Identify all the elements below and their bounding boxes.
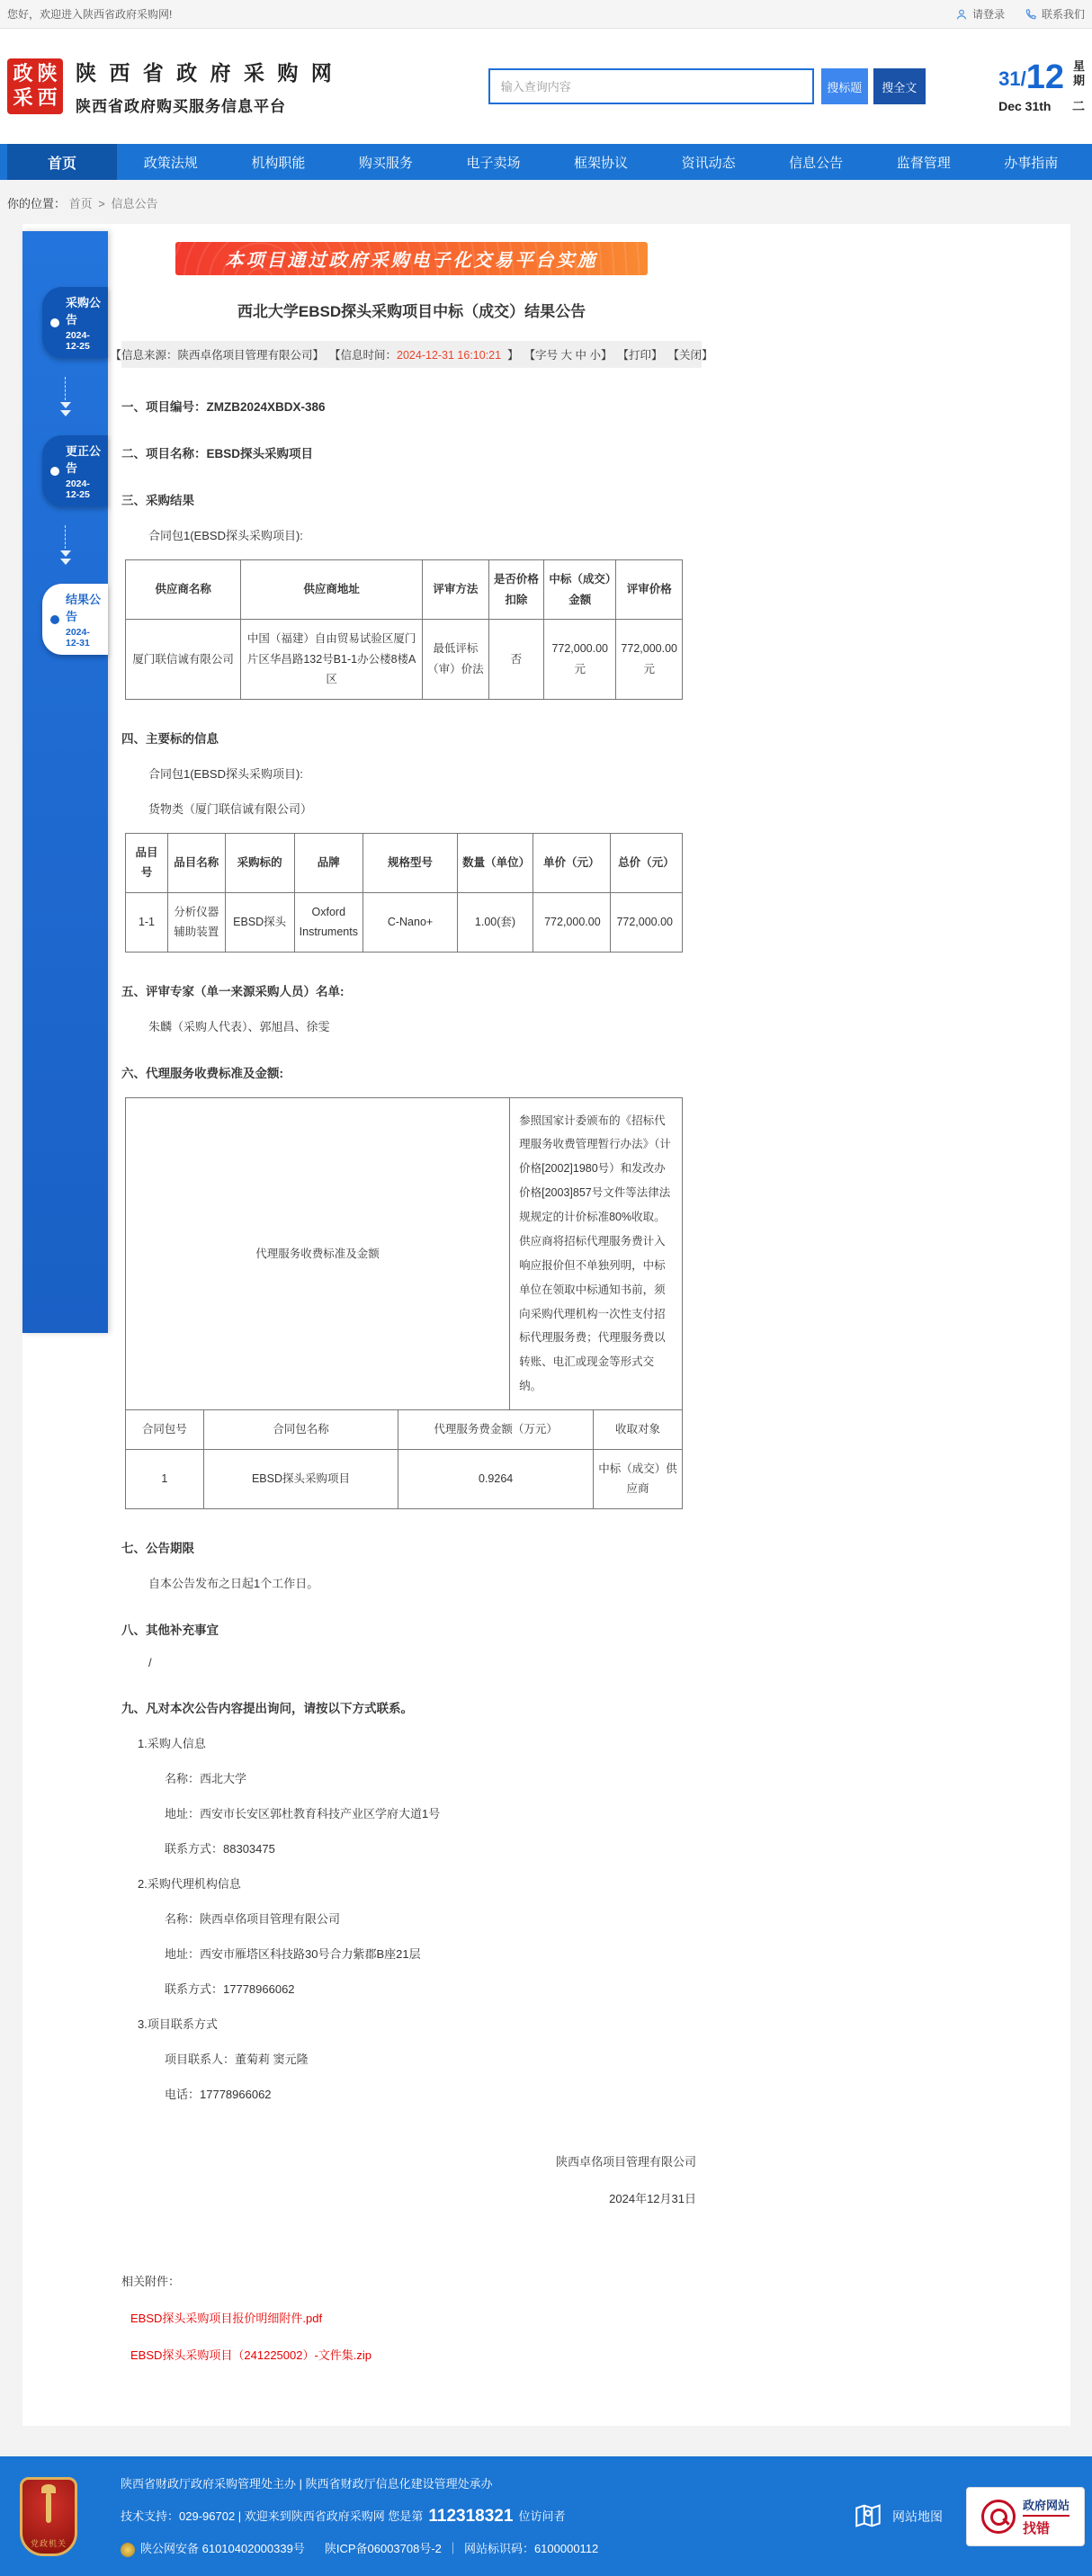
weekday: 二 [1072,99,1085,113]
period-text: 自本公告发布之日起1个工作日。 [148,1576,319,1590]
date-widget: 31 / 12 星 期 Dec 31th 二 [998,58,1085,113]
section-project-number: 一、项目编号：ZMZB2024XBDX-386 [121,400,326,414]
public-security-badge-icon [121,2543,135,2557]
purchaser-info-title: 1.采购人信息 [138,1736,206,1750]
topbar [0,0,1092,29]
visitor-count: 112318321 [428,2506,514,2526]
party-government-emblem-icon: 党政机关 [20,2477,77,2556]
experts-names: 朱麟（采购人代表）、郭旭昌、徐雯 [148,1019,330,1033]
breadcrumb: 你的位置： 首页 > 信息公告 [7,197,158,210]
date-english: Dec 31th [998,99,1052,113]
footer-beian-line: 陕公网安备 61010402000339号 陕ICP备06003708号-2 ｜ 网站标识码：6100000112 [121,2541,598,2557]
result-package-label: 合同包1(EBSD探头采购项目): [148,529,303,542]
icp-beian-link[interactable]: 陕ICP备06003708号-2 [324,2542,442,2556]
welcome-text: 您好，欢迎进入陕西省政府采购网! [7,8,173,21]
gov-site-error-report-widget[interactable]: 政府网站 找错 [966,2487,1085,2546]
result-table: 供应商名称 供应商地址 评审方法 是否价格扣除 中标（成交）金额 评审价格 厦门联信诚有限公司 中国（福建）自由贸易试验区厦门片区华昌路132号B1-1办公楼8楼A区 最低评标（审）价法 否 772,000.00元 772,000.00元 [125,559,683,700]
main-nav [0,144,1092,180]
meta-time: 【信息时间：2024-12-31 16:10:21 】 [329,349,519,362]
nav-functions[interactable]: 机构职能 [251,155,306,171]
section-other-heading: 八、其他补充事宜 [121,1623,219,1637]
search-title-button[interactable]: 搜标题 [821,68,868,104]
login-link[interactable]: 请登录 [955,6,1005,22]
signature-date: 2024年12月31日 [609,2192,696,2206]
project-contact-title: 3.项目联系方式 [138,2017,218,2031]
signature-company: 陕西卓佲项目管理有限公司 [555,2154,696,2169]
section-contact-heading: 九、凡对本次公告内容提出询问，请按以下方式联系。 [121,1701,413,1715]
section-experts-heading: 五、评审专家（单一来源采购人员）名单: [121,984,345,998]
items-package-label: 合同包1(EBSD探头采购项目): [148,766,303,781]
breadcrumb-current-link[interactable]: 信息公告 [111,197,158,210]
site-header [0,29,1092,144]
meta-source: 【信息来源：陕西卓佲项目管理有限公司】 [110,349,324,362]
nav-supervision[interactable]: 监督管理 [896,155,951,171]
article-meta-bar [110,341,713,368]
items-category-label: 货物类（厦门联信诚有限公司） [148,801,313,816]
agency-fee-label: 代理服务收费标准及金额 [126,1097,510,1410]
phone-icon [1025,8,1037,21]
site-title: 陕 西 省 政 府 采 购 网 [76,61,336,85]
nav-announcements[interactable]: 信息公告 [789,155,844,171]
section-project-name: 二、项目名称：EBSD探头采购项目 [121,447,314,461]
magnifier-icon [981,2500,1016,2534]
section-agency-fee-heading: 六、代理服务收费标准及金额: [121,1066,283,1080]
user-icon [955,8,968,21]
site-subtitle: 陕西省政府购买服务信息平台 [76,98,286,115]
attachments-section [121,2272,702,2363]
sitemap-link[interactable]: 网站地图 [853,2500,943,2534]
agency-fee-desc-table [125,1097,683,1411]
search-fulltext-button[interactable]: 搜全文 [873,68,926,104]
section-result-heading: 三、采购结果 [121,494,194,507]
timeline-arrow-icon [22,506,108,584]
agency-fee-table: 合同包号 合同包名称 代理服务费金额（万元） 收取对象 1 EBSD探头采购项目 0.9264 中标（成交）供应商 [125,1409,683,1509]
breadcrumb-home-link[interactable]: 首页 [68,197,93,210]
nav-guide[interactable]: 办事指南 [1004,155,1059,171]
timeline-arrow-icon [22,358,108,435]
nav-e-market[interactable]: 电子卖场 [466,155,521,171]
nav-purchase-services[interactable]: 购买服务 [358,155,413,171]
print-button[interactable]: 【打印】 [617,349,663,362]
e-platform-banner: 本项目通过政府采购电子化交易平台实施 [175,242,648,275]
nav-framework[interactable]: 框架协议 [574,155,629,171]
section-items-heading: 四、主要标的信息 [121,731,219,746]
article-title: 西北大学EBSD探头采购项目中标（成交）结果公告 [237,303,586,320]
other-text: / [148,1655,152,1669]
section-period-heading: 七、公告期限 [121,1541,194,1555]
items-table: 品目号 品目名称 采购标的 品牌 规格型号 数量（单位） 单价（元） 总价（元） 1-1 分析仪器辅助装置 EBSD探头 Oxford Instruments C-Nano+ 1.00(套) 772,000.00 772,000.00 [125,833,683,953]
footer-organizer-line: 陕西省财政厅政府采购管理处主办 | 陕西省财政厅信息化建设管理处承办 [121,2476,493,2491]
agency-address: 地址：西安市雁塔区科技路30号合力紫郡B座21层 [165,1946,421,1961]
purchaser-address: 地址：西安市长安区郭杜教育科技产业区学府大道1号 [165,1806,441,1820]
agency-info-title: 2.采购代理机构信息 [138,1876,241,1891]
main-content-card [22,224,1070,2426]
timeline-step-result-notice[interactable]: 结果公告 2024-12-31 [42,584,108,655]
footer-support-line: 技术支持：029-96702 | 欢迎来到陕西省政府采购网 您是第 112318321 位访问者 [121,2505,598,2529]
project-contact-person: 项目联系人：董菊莉 窦元隆 [165,2052,309,2066]
agency-phone: 联系方式：17778966062 [165,1981,295,1996]
article [110,231,713,2363]
announcement-timeline-sidebar [22,231,108,1333]
map-icon [853,2500,883,2534]
nav-policies[interactable]: 政策法规 [143,155,198,171]
attachment-pdf-link[interactable]: EBSD探头采购项目报价明细附件.pdf [130,2311,323,2325]
nav-news[interactable]: 资讯动态 [681,155,736,171]
signature-block [121,2143,702,2218]
footer-gap [0,2426,1092,2456]
contact-us-link[interactable]: 联系我们 [1025,6,1085,22]
font-size-control[interactable]: 【字号 大 中 小】 [524,349,613,362]
close-button[interactable]: 【关闭】 [667,349,713,362]
timeline-step-procurement-notice[interactable]: 采购公告 2024-12-25 [42,287,108,358]
timeline-step-correction-notice[interactable]: 更正公告 2024-12-25 [42,435,108,506]
gongan-beian-link[interactable]: 陕公网安备 61010402000339号 [140,2542,305,2556]
attachment-zip-link[interactable]: EBSD探头采购项目（241225002）-文件集.zip [130,2348,372,2362]
footer [0,2456,1092,2576]
agency-fee-description: 参照国家计委颁布的《招标代理服务收费管理暂行办法》（计价格[2002]1980号）和发改办价格[2003]857号文件等法律法规规定的计价标准80%收取。供应商将招标代理服务费计入响应报价但不单独列明，中标单位在领取中标通知书前，须向采购代理机构一次性支付招标代理服务费；代理服务费以转账、电汇或现金等形式交纳。 [510,1097,683,1410]
nav-home[interactable]: 首页 [7,144,117,180]
site-identity-code: 网站标识码：6100000112 [463,2542,599,2556]
purchaser-phone: 联系方式：88303475 [165,1841,275,1856]
attachments-title: 相关附件： [121,2274,181,2288]
table-row: 厦门联信诚有限公司 中国（福建）自由贸易试验区厦门片区华昌路132号B1-1办公楼8楼A区 最低评标（审）价法 否 772,000.00元 772,000.00元 [126,620,683,700]
site-logo: 政 陕 采 西 [7,58,63,114]
agency-name: 名称：陕西卓佲项目管理有限公司 [165,1911,341,1926]
table-row: 1-1 分析仪器辅助装置 EBSD探头 Oxford Instruments C-Nano+ 1.00(套) 772,000.00 772,000.00 [126,892,683,952]
search-input[interactable] [488,68,814,104]
search-bar [488,68,926,104]
table-row: 1 EBSD探头采购项目 0.9264 中标（成交）供应商 [126,1449,683,1508]
purchaser-name: 名称：西北大学 [165,1771,247,1785]
project-contact-phone: 电话：17778966062 [165,2087,272,2101]
